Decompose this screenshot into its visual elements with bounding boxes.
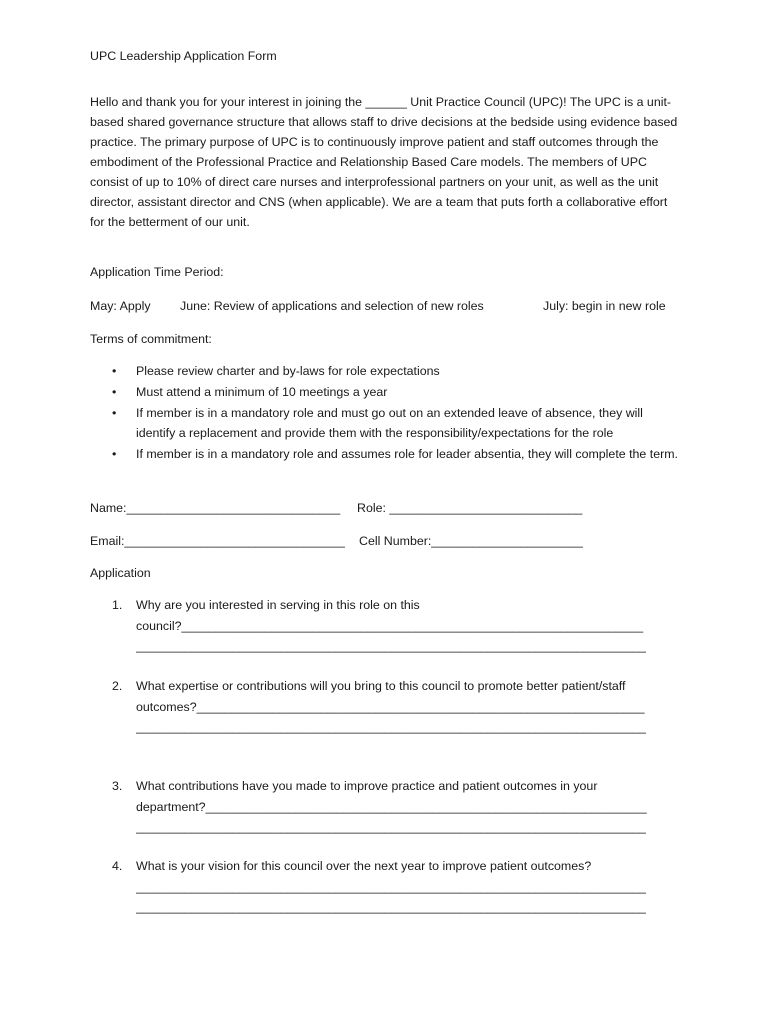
- question-text: What expertise or contributions will you bring to this council to promote better patient/staff: [136, 679, 626, 693]
- role-field[interactable]: Role: ____________________________: [357, 501, 583, 515]
- answer-line[interactable]: outcomes?_________________________________________________________________: [136, 699, 645, 714]
- terms-item: • If member is in a mandatory role and assumes role for leader absentia, they will complete the term.: [112, 444, 682, 465]
- name-field[interactable]: Name:_______________________________: [90, 501, 341, 515]
- answer-line[interactable]: __________________________________________________________________________: [136, 720, 646, 734]
- question-4: [112, 856, 682, 918]
- terms-item: • If member is in a mandatory role and must go out on an extended leave of absence, they will identify a replacement and provide them with the responsibility/expectations for the role: [112, 403, 682, 445]
- question-number: 1.: [112, 598, 123, 612]
- intro-text: Hello and thank you for your interest in joining the ______ Unit Practice Council (UPC)! The UPC is a unit-based shared governance structure that allows staff to drive decisions at the bedside using evidence based practice. The primary purpose of UPC is to continuously improve patient and staff outcomes through the embodiment of the Professional Practice and Relationship Based Care models. The members of UPC consist of up to 10% of direct care nurses and interprofessional partners on your unit, as well as the unit director, assistant director and CNS (when applicable). We are a team that puts forth a collaborative effort for the betterment of our unit.: [90, 95, 678, 229]
- time-period-heading: Application Time Period:: [90, 265, 224, 279]
- question-3: [112, 776, 682, 838]
- terms-item: • Please review charter and by-laws for role expectations: [112, 361, 682, 382]
- period-may: May: Apply: [90, 299, 151, 313]
- answer-line[interactable]: council?___________________________________________________________________: [136, 618, 644, 633]
- question-number: 4.: [112, 859, 123, 873]
- form-title: UPC Leadership Application Form: [90, 49, 277, 63]
- answer-line[interactable]: __________________________________________________________________________: [136, 639, 646, 653]
- period-june: June: Review of applications and selection of new roles: [180, 299, 484, 313]
- application-heading: Application: [90, 566, 151, 580]
- question-number: 2.: [112, 679, 123, 693]
- question-number: 3.: [112, 779, 123, 793]
- question-text: What is your vision for this council over the next year to improve patient outcomes?: [136, 859, 592, 873]
- email-field[interactable]: Email:________________________________: [90, 534, 345, 548]
- answer-line[interactable]: department?________________________________________________________________: [136, 799, 647, 814]
- terms-item: • Must attend a minimum of 10 meetings a year: [112, 382, 682, 403]
- terms-heading: Terms of commitment:: [90, 332, 212, 346]
- period-july: July: begin in new role: [543, 299, 666, 313]
- question-2: [112, 676, 682, 738]
- question-1: [112, 595, 682, 657]
- cell-number-field[interactable]: Cell Number:______________________: [359, 534, 583, 548]
- answer-line[interactable]: __________________________________________________________________________: [136, 900, 646, 914]
- question-text: What contributions have you made to improve practice and patient outcomes in your: [136, 779, 598, 793]
- question-text: Why are you interested in serving in this role on this: [136, 598, 420, 612]
- intro-paragraph: [90, 92, 680, 232]
- answer-line[interactable]: __________________________________________________________________________: [136, 879, 646, 894]
- terms-list: [112, 361, 682, 465]
- answer-line[interactable]: __________________________________________________________________________: [136, 820, 646, 834]
